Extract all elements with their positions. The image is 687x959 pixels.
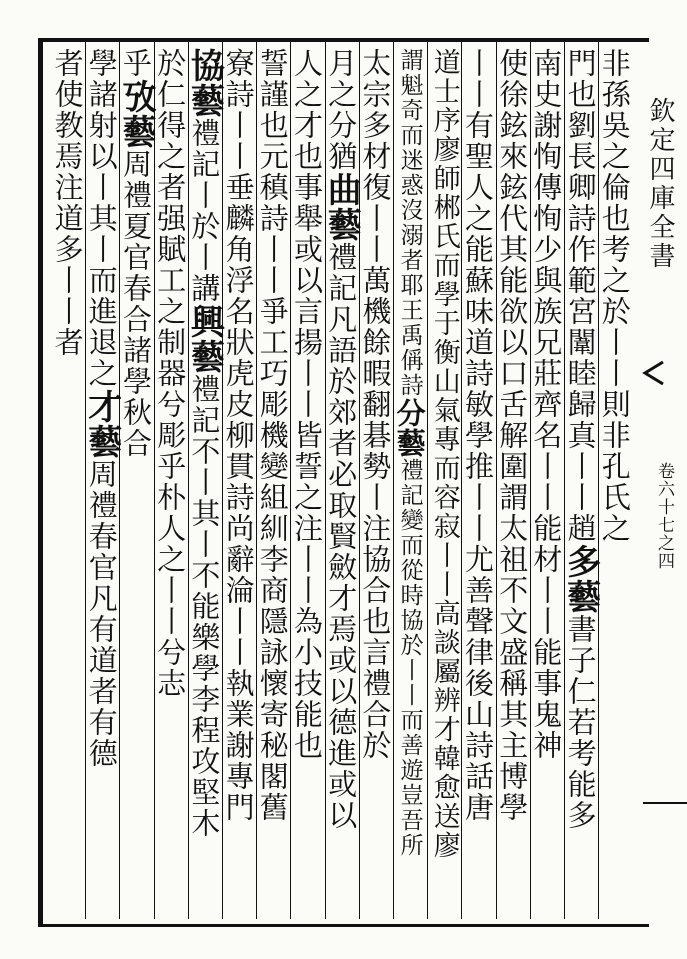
column-rule [564, 42, 565, 919]
entry-text: 月之分猶 [324, 48, 359, 172]
text-column [116, 48, 156, 915]
column-rule [359, 42, 360, 919]
entry-text: 禮記不丨其丨不能樂學李程攻堅木 [187, 374, 222, 839]
entry-text: 諸射以丨其丨而進退之 [84, 79, 119, 389]
entry-heading: 協藝 [184, 48, 225, 118]
column-rule [188, 42, 189, 919]
text-column [529, 48, 563, 915]
text-column [461, 48, 495, 915]
entry-heading: 曲藝 [321, 172, 362, 242]
entry-text: 事舉或以言揚丨丨皆誓之注丨丨為小技能也 [290, 172, 324, 761]
entry-text: 書子仁若考能多 [563, 614, 598, 831]
entry-text: 乎 [119, 48, 153, 79]
entry-text: 賦工之制器兮彫乎朴人之丨丨兮志 [153, 234, 188, 699]
column-rule [530, 42, 531, 919]
column-rule [222, 42, 223, 919]
entry-text: 使徐鉉來鉉代其能欲以口舌解圍謂太祖不文盛稱其主博學 [495, 48, 530, 823]
entry-text: 材丨丨能事鬼神 [529, 544, 564, 761]
column-rule [496, 42, 497, 919]
column-rule [85, 42, 86, 919]
entry-text: 南史謝恂傳恂少與族兄莊齊名丨丨能 [529, 48, 564, 544]
entry-text: 禮記凡語於郊者必取賢斂才焉或以德進或以 [324, 242, 359, 831]
text-column [153, 48, 187, 915]
entry-text: 寮詩丨丨垂麟角浮名狀虎皮柳貫詩尚辭淪丨丨執業謝專門 [221, 48, 256, 823]
text-column [256, 48, 290, 915]
text-column [222, 48, 256, 915]
volume-number: 卷六十七之四 [654, 462, 674, 570]
column-rule [427, 42, 428, 919]
entry-text: 謂魁奇而迷惑沒溺者耶王禹偁詩 [396, 48, 423, 398]
text-column [560, 48, 601, 915]
text-column [358, 48, 392, 915]
entry-text: 非孫吳之倫也考之於丨丨則非孔氏之 [597, 48, 632, 544]
entry-text: 周禮夏官春合諸學秋合 [119, 149, 153, 459]
text-column [495, 48, 529, 915]
entry-text: 禮記變而從時協於丨丨而善遊豈吾所 [396, 458, 423, 858]
column-rule [461, 42, 462, 919]
column-rule [119, 42, 120, 919]
entry-text: 禮記丨於丨講 [187, 118, 222, 304]
entry-text: 太宗多材復丨丨萬機餘暇翻碁勢 [358, 48, 393, 482]
column-rule [154, 42, 155, 919]
column-rule [598, 42, 599, 919]
entry-text: 周禮春官凡有道者有德 [84, 459, 119, 769]
entry-text: 門也劉長卿詩作範宮闈睦歸真丨丨趙 [563, 48, 598, 544]
entry-heading: 攷藝 [116, 79, 156, 149]
text-column [598, 48, 632, 915]
entry-heading: 分藝 [392, 398, 427, 458]
entry-text: 人之才也 [290, 48, 324, 172]
entry-text: 誓謹也元稹詩丨丨爭工巧彫機變組紃李商隱詠懷寄秘閣舊 [255, 48, 290, 823]
entry-heading: 興藝 [184, 304, 225, 374]
entry-heading: 才藝 [81, 389, 122, 459]
side-margin [645, 42, 687, 922]
column-rule [393, 42, 394, 919]
column-rule [325, 42, 326, 919]
text-column [427, 48, 461, 915]
text-column [51, 48, 85, 915]
margin-edge-line [643, 802, 687, 804]
entry-text: 丨注協合也言禮合於 [358, 482, 393, 761]
entry-text: 學 [84, 48, 119, 79]
book-title: 欽定四庫全書 [645, 97, 675, 271]
column-rule [290, 42, 291, 919]
text-column [321, 48, 362, 915]
text-column [393, 48, 427, 915]
fish-tail-mark-icon [641, 360, 665, 386]
text-column [290, 48, 324, 915]
entry-heading: 多藝 [560, 544, 601, 614]
column-rule [256, 42, 257, 919]
entry-text: 者使教焉注道多丨丨者 [50, 48, 85, 358]
text-column [184, 48, 225, 915]
text-column [81, 48, 122, 915]
entry-text: 於仁得之者强 [153, 48, 188, 234]
entry-text: 道士序廖師郴氏而學于衡山氣專而容寂丨丨高談屬辨才韓愈送廖 [428, 48, 460, 860]
entry-text: 丨丨有聖人之能蘇味道詩敏學推丨丨尤善聲律後山詩話唐 [461, 48, 495, 823]
